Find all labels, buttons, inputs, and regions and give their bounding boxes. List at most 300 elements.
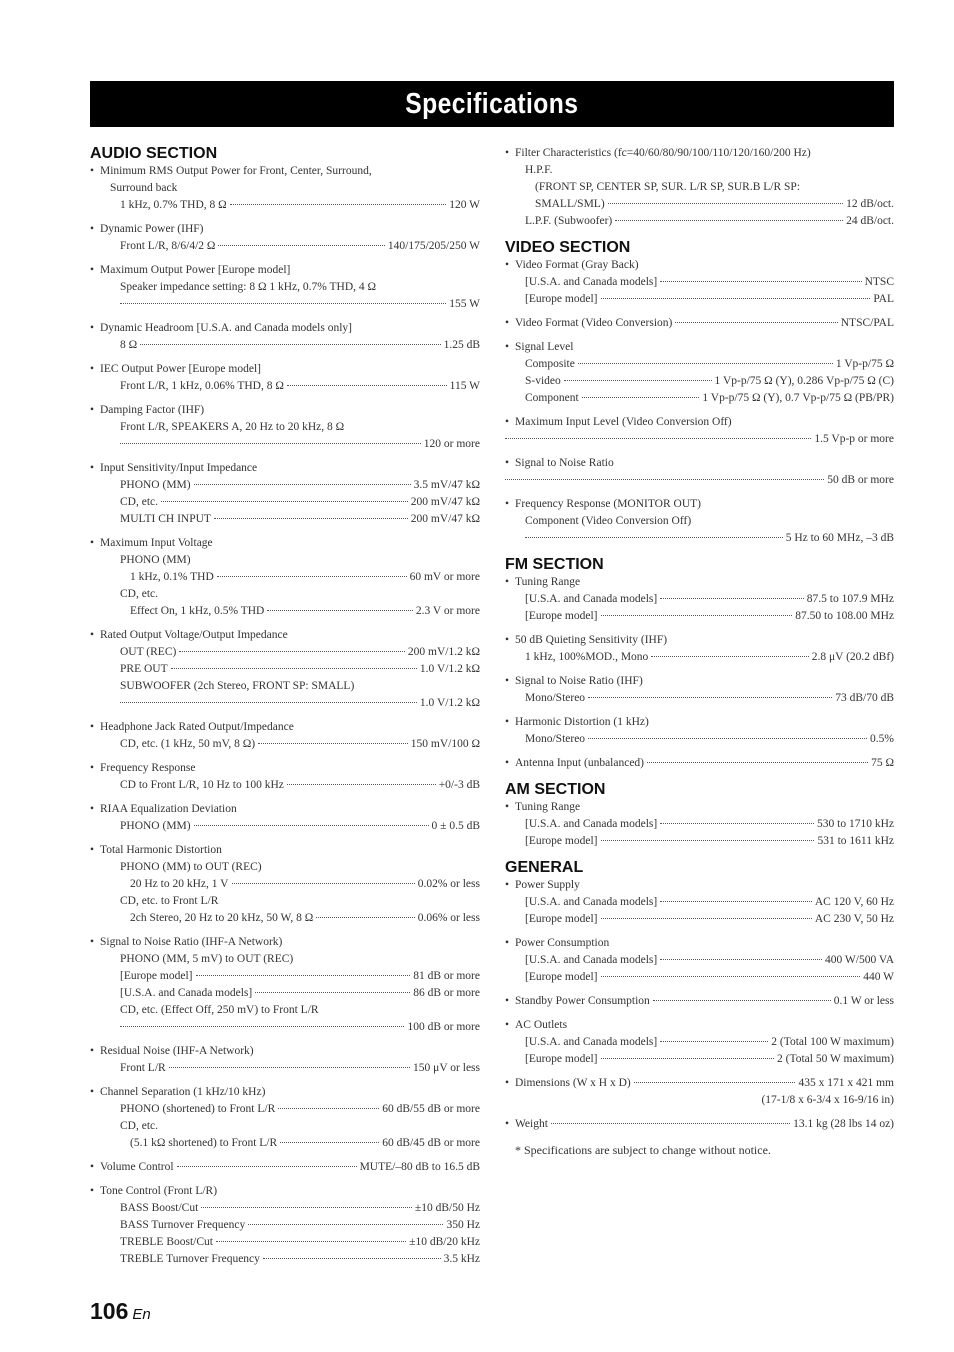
spec-value: 435 x 171 x 421 mm	[798, 1077, 894, 1089]
spec-row	[505, 1051, 894, 1068]
spec-item-line	[90, 1159, 480, 1176]
dot-leader	[169, 1067, 410, 1068]
spec-row-label: (FRONT SP, CENTER SP, SUR. L/R SP, SUR.B L/R SP:	[535, 181, 801, 193]
spec-item	[90, 842, 480, 927]
spec-row	[505, 196, 894, 213]
dot-leader	[601, 840, 815, 841]
spec-row	[505, 373, 894, 390]
spec-row-value: 530 to 1710 kHz	[817, 818, 894, 830]
dot-leader	[161, 501, 408, 502]
spec-item	[505, 574, 894, 625]
spec-item	[505, 935, 894, 986]
spec-item-line	[505, 1116, 894, 1133]
spec-row-label: Front L/R, 1 kHz, 0.06% THD, 8 Ω	[120, 380, 284, 392]
spec-row-label: SUBWOOFER (2ch Stereo, FRONT SP: SMALL)	[120, 680, 355, 692]
spec-item	[90, 320, 480, 354]
spec-row	[505, 591, 894, 608]
spec-item-title: • 50 dB Quieting Sensitivity (IHF)	[505, 632, 894, 649]
spec-row-label: CD, etc. (Effect Off, 250 mV) to Front L/R	[120, 1004, 319, 1016]
spec-row	[90, 910, 480, 927]
spec-item-title: • Minimum RMS Output Power for Front, Center, Surround,	[90, 163, 480, 180]
dot-leader	[601, 298, 871, 299]
spec-row	[90, 1019, 480, 1036]
spec-row-label: Component (Video Conversion Off)	[525, 515, 692, 527]
spec-item	[90, 361, 480, 395]
spec-item	[90, 535, 480, 620]
dot-leader	[287, 385, 447, 386]
footnote: * Specifications are subject to change without notice.	[515, 1143, 771, 1157]
spec-row-label: PHONO (MM)	[120, 554, 191, 566]
spec-row-label: 1 kHz, 100%MOD., Mono	[525, 651, 649, 663]
spec-row-label: Front L/R, SPEAKERS A, 20 Hz to 20 kHz, 8 Ω	[120, 421, 345, 433]
spec-row-label: [U.S.A. and Canada models]	[525, 818, 658, 830]
spec-row-label: Surround back	[110, 182, 178, 194]
dot-leader	[660, 281, 861, 282]
dot-leader	[647, 762, 868, 763]
spec-item-title: • Standby Power Consumption	[505, 993, 650, 1010]
spec-item-title: • Dynamic Power (IHF)	[90, 221, 480, 238]
dot-leader	[120, 702, 417, 703]
page-number: 106	[90, 1298, 129, 1324]
spec-item	[505, 257, 894, 308]
spec-item-title: • Antenna Input (unbalanced)	[505, 755, 644, 772]
spec-row-value: 155 W	[449, 298, 480, 310]
spec-row-value: 100 dB or more	[407, 1021, 480, 1033]
spec-row	[505, 894, 894, 911]
dot-leader	[248, 1224, 443, 1225]
spec-row-value: 86 dB or more	[413, 987, 480, 999]
spec-item	[505, 755, 894, 772]
spec-row	[90, 1251, 480, 1268]
spec-row-value: 1 Vp-p/75 Ω	[835, 358, 894, 370]
dot-leader	[615, 220, 843, 221]
spec-row	[90, 876, 480, 893]
page-number-footer	[90, 1298, 151, 1325]
spec-row	[90, 1200, 480, 1217]
spec-item	[505, 1075, 894, 1109]
dot-leader	[196, 975, 411, 976]
dot-leader	[660, 823, 814, 824]
spec-item-title: • Input Sensitivity/Input Impedance	[90, 460, 480, 477]
dot-leader	[120, 1026, 404, 1027]
spec-row-label: H.P.F.	[525, 164, 553, 176]
spec-row	[90, 337, 480, 354]
spec-row-label: 1 kHz, 0.7% THD, 8 Ω	[120, 199, 227, 211]
spec-row-label: [U.S.A. and Canada models]	[525, 1036, 658, 1048]
spec-row-label: CD, etc. (1 kHz, 50 mV, 8 Ω)	[120, 738, 256, 750]
spec-row-label: S-video	[525, 375, 561, 387]
spec-row-label: Mono/Stereo	[525, 733, 586, 745]
spec-item	[505, 799, 894, 850]
dot-leader	[171, 668, 417, 669]
spec-item-title: • Video Format (Gray Back)	[505, 257, 894, 274]
dot-leader	[280, 1142, 379, 1143]
spec-row	[90, 818, 480, 835]
dot-leader	[582, 397, 700, 398]
spec-row-label: Effect On, 1 kHz, 0.5% THD	[130, 605, 265, 617]
spec-row-value: NTSC	[864, 276, 894, 288]
spec-item	[90, 627, 480, 712]
spec-item-title: • Dimensions (W x H x D)	[505, 1075, 631, 1092]
spec-row-value: 350 Hz	[446, 1219, 480, 1231]
dot-leader	[601, 918, 812, 919]
spec-item-title: • RIAA Equalization Deviation	[90, 801, 480, 818]
section-heading: GENERAL	[505, 859, 584, 876]
spec-row	[90, 197, 480, 214]
page-title: Specifications	[405, 88, 579, 120]
dot-leader	[660, 901, 812, 902]
spec-item-title: • IEC Output Power [Europe model]	[90, 361, 480, 378]
spec-row	[505, 608, 894, 625]
spec-row	[90, 1234, 480, 1251]
spec-row-value: 1.5 Vp-p or more	[814, 433, 894, 445]
spec-row	[505, 431, 894, 448]
dot-leader	[120, 303, 446, 304]
spec-item	[90, 1183, 480, 1268]
spec-row	[90, 569, 480, 586]
spec-row	[90, 736, 480, 753]
spec-item-title: • Frequency Response (MONITOR OUT)	[505, 496, 894, 513]
dot-leader	[177, 1166, 357, 1167]
spec-row-label: 20 Hz to 20 kHz, 1 V	[130, 878, 229, 890]
spec-item-title: • Tuning Range	[505, 799, 894, 816]
spec-row-label: [U.S.A. and Canada models]	[120, 987, 253, 999]
dot-leader	[201, 1207, 412, 1208]
spec-section	[505, 145, 894, 230]
spec-row-label: Composite	[525, 358, 575, 370]
spec-row	[90, 1135, 480, 1152]
spec-item-title: • Filter Characteristics (fc=40/60/80/90/100/110/120/160/200 Hz)	[505, 145, 894, 162]
spec-value: 13.1 kg (28 lbs 14 oz)	[793, 1118, 894, 1130]
spec-row	[505, 274, 894, 291]
spec-row-value: 440 W	[863, 971, 894, 983]
spec-row-value: 5 Hz to 60 MHz, –3 dB	[785, 532, 894, 544]
dot-leader	[660, 598, 804, 599]
spec-row	[505, 213, 894, 230]
spec-row-value: 60 dB/45 dB or more	[382, 1137, 480, 1149]
dot-leader	[267, 610, 413, 611]
spec-row-value: 87.5 to 107.9 MHz	[806, 593, 894, 605]
spec-row-value: 150 μV or less	[413, 1062, 480, 1074]
spec-item-title: • Video Format (Video Conversion)	[505, 315, 672, 332]
spec-row-label: [U.S.A. and Canada models]	[525, 593, 658, 605]
spec-row	[90, 644, 480, 661]
dot-leader	[194, 484, 411, 485]
spec-row	[505, 1034, 894, 1051]
spec-row-value: 60 mV or more	[409, 571, 480, 583]
spec-row	[90, 477, 480, 494]
section-heading: FM SECTION	[505, 556, 604, 573]
spec-row	[90, 511, 480, 528]
spec-item	[505, 414, 894, 448]
spec-row	[90, 985, 480, 1002]
spec-row-value: 3.5 kHz	[443, 1253, 480, 1265]
spec-section	[505, 239, 894, 547]
spec-item-title: • Rated Output Voltage/Output Impedance	[90, 627, 480, 644]
spec-row-label: CD, etc.	[120, 588, 159, 600]
spec-row	[505, 390, 894, 407]
spec-item-title: • Maximum Input Voltage	[90, 535, 480, 552]
spec-row-value: AC 120 V, 60 Hz	[814, 896, 894, 908]
spec-item	[505, 673, 894, 707]
spec-row-value: 0.02% or less	[417, 878, 480, 890]
spec-item	[90, 402, 480, 453]
spec-item	[90, 801, 480, 835]
spec-item-title: • Maximum Output Power [Europe model]	[90, 262, 480, 279]
dot-leader	[120, 443, 421, 444]
spec-row-value: PAL	[873, 293, 894, 305]
spec-row-value: 531 to 1611 kHz	[817, 835, 894, 847]
spec-item-title: • Headphone Jack Rated Output/Impedance	[90, 719, 480, 736]
spec-item	[505, 339, 894, 407]
spec-row-value: 1.0 V/1.2 kΩ	[419, 663, 480, 675]
spec-row-value: 140/175/205/250 W	[387, 240, 480, 252]
spec-row	[90, 1060, 480, 1077]
spec-row	[505, 911, 894, 928]
dot-leader	[505, 479, 824, 480]
dot-leader	[525, 537, 783, 538]
spec-row-value: 2 (Total 50 W maximum)	[777, 1053, 894, 1065]
spec-row-label: BASS Boost/Cut	[120, 1202, 199, 1214]
spec-row	[505, 731, 894, 748]
spec-row-value: 1.0 V/1.2 kΩ	[419, 697, 480, 709]
spec-row-value: 200 mV/1.2 kΩ	[407, 646, 480, 658]
dot-leader	[564, 380, 712, 381]
spec-row-label: Mono/Stereo	[525, 692, 586, 704]
spec-item-title: • Channel Separation (1 kHz/10 kHz)	[90, 1084, 480, 1101]
spec-row-value: 24 dB/oct.	[846, 215, 894, 227]
dot-leader	[578, 363, 833, 364]
spec-item-title: • AC Outlets	[505, 1017, 894, 1034]
spec-item-title: • Signal Level	[505, 339, 894, 356]
spec-item-title: • Volume Control	[90, 1159, 174, 1176]
spec-row-value: 2 (Total 100 W maximum)	[771, 1036, 894, 1048]
spec-row-value: 150 mV/100 Ω	[410, 738, 480, 750]
spec-row-value: 200 mV/47 kΩ	[410, 513, 480, 525]
spec-row-label: [Europe model]	[525, 293, 598, 305]
spec-item-title: • Signal to Noise Ratio (IHF-A Network)	[90, 934, 480, 951]
spec-row	[90, 238, 480, 255]
spec-item	[90, 760, 480, 794]
spec-row-label: Speaker impedance setting: 8 Ω 1 kHz, 0.7% THD, 4 Ω	[120, 281, 377, 293]
spec-item-title: • Harmonic Distortion (1 kHz)	[505, 714, 894, 731]
spec-section	[505, 781, 894, 850]
spec-row-label: 1 kHz, 0.1% THD	[130, 571, 214, 583]
spec-row	[505, 952, 894, 969]
spec-row-label: CD to Front L/R, 10 Hz to 100 kHz	[120, 779, 284, 791]
spec-item-title: • Power Consumption	[505, 935, 894, 952]
spec-row	[90, 1217, 480, 1234]
spec-row-label: CD, etc.	[120, 1120, 159, 1132]
spec-row	[90, 695, 480, 712]
spec-row-label: [Europe model]	[120, 970, 193, 982]
dot-leader	[263, 1258, 441, 1259]
spec-item-title: • Damping Factor (IHF)	[90, 402, 480, 419]
dot-leader	[258, 743, 408, 744]
dot-leader	[551, 1123, 790, 1124]
dot-leader	[651, 656, 808, 657]
spec-row-value: 87.50 to 108.00 MHz	[795, 610, 894, 622]
spec-row	[90, 436, 480, 453]
spec-row-label: [U.S.A. and Canada models]	[525, 276, 658, 288]
spec-item-line	[505, 755, 894, 772]
spec-item-title: • Residual Noise (IHF-A Network)	[90, 1043, 480, 1060]
spec-item	[90, 460, 480, 528]
dot-leader	[601, 1058, 775, 1059]
spec-row-label: [Europe model]	[525, 913, 598, 925]
spec-row-label: PHONO (MM) to OUT (REC)	[120, 861, 262, 873]
dot-leader	[217, 576, 407, 577]
spec-row-value: 3.5 mV/47 kΩ	[413, 479, 480, 491]
spec-item	[505, 496, 894, 547]
spec-section	[505, 859, 894, 1133]
spec-row-value: 200 mV/47 kΩ	[410, 496, 480, 508]
spec-row-value: 120 or more	[423, 438, 480, 450]
spec-item	[505, 632, 894, 666]
spec-row	[90, 661, 480, 678]
dot-leader	[179, 651, 405, 652]
spec-row-label: 8 Ω	[120, 339, 138, 351]
spec-value: 75 Ω	[871, 757, 894, 769]
dot-leader	[588, 697, 832, 698]
spec-row-label: [U.S.A. and Canada models]	[525, 896, 658, 908]
spec-row	[90, 378, 480, 395]
dot-leader	[216, 1241, 406, 1242]
spec-row-label: [Europe model]	[525, 1053, 598, 1065]
spec-row-value: 0.06% or less	[417, 912, 480, 924]
spec-item	[505, 455, 894, 489]
dot-leader	[194, 825, 429, 826]
section-heading: AM SECTION	[505, 781, 606, 798]
spec-row-value: +0/-3 dB	[438, 779, 480, 791]
spec-value: 0.1 W or less	[833, 995, 894, 1007]
spec-row-value: 1 Vp-p/75 Ω (Y), 0.286 Vp-p/75 Ω (C)	[714, 375, 894, 387]
spec-row-label: SMALL/SML)	[535, 198, 605, 210]
spec-row-label: TREBLE Turnover Frequency	[120, 1253, 260, 1265]
spec-row	[505, 356, 894, 373]
spec-row	[90, 603, 480, 620]
spec-item-title: • Total Harmonic Distortion	[90, 842, 480, 859]
spec-item	[505, 1017, 894, 1068]
spec-item-line	[505, 1075, 894, 1092]
spec-item	[90, 1159, 480, 1176]
spec-item	[90, 1084, 480, 1152]
spec-row-value: 12 dB/oct.	[846, 198, 894, 210]
spec-item	[505, 1116, 894, 1133]
dot-leader	[588, 738, 867, 739]
spec-row-label: [Europe model]	[525, 610, 598, 622]
dot-leader	[608, 203, 843, 204]
spec-row	[505, 833, 894, 850]
spec-row-value: 73 dB/70 dB	[835, 692, 894, 704]
spec-row-label: PHONO (MM)	[120, 479, 191, 491]
spec-item-line	[505, 315, 894, 332]
spec-row-label: (5.1 kΩ shortened) to Front L/R	[130, 1137, 278, 1149]
spec-item	[505, 993, 894, 1010]
spec-item-title: • Maximum Input Level (Video Conversion Off)	[505, 414, 894, 431]
dot-leader	[287, 784, 436, 785]
dot-leader	[232, 883, 415, 884]
spec-item	[505, 145, 894, 230]
spec-row	[90, 1101, 480, 1118]
spec-item	[90, 163, 480, 214]
section-heading: VIDEO SECTION	[505, 239, 631, 256]
spec-row-label: [Europe model]	[525, 971, 598, 983]
spec-item	[90, 934, 480, 1036]
page-title-banner	[90, 81, 894, 127]
spec-item-line	[505, 993, 894, 1010]
spec-item	[90, 1043, 480, 1077]
dot-leader	[653, 1000, 831, 1001]
spec-row-label: CD, etc. to Front L/R	[120, 895, 219, 907]
spec-row-label: MULTI CH INPUT	[120, 513, 211, 525]
spec-item	[505, 315, 894, 332]
dot-leader	[505, 438, 811, 439]
spec-row-label: OUT (REC)	[120, 646, 177, 658]
dot-leader	[316, 917, 414, 918]
section-heading: AUDIO SECTION	[90, 145, 218, 162]
spec-row-label: TREBLE Boost/Cut	[120, 1236, 213, 1248]
spec-item-title: • Weight	[505, 1116, 548, 1133]
spec-item-title: • Tone Control (Front L/R)	[90, 1183, 480, 1200]
dot-leader	[230, 204, 447, 205]
spec-row-label: PHONO (MM)	[120, 820, 191, 832]
spec-section	[90, 145, 480, 1268]
spec-row	[505, 291, 894, 308]
spec-row	[505, 649, 894, 666]
left-column	[90, 145, 480, 1277]
spec-row-label: CD, etc.	[120, 496, 159, 508]
dot-leader	[601, 976, 861, 977]
spec-row-value: 1.25 dB	[443, 339, 480, 351]
spec-row	[505, 530, 894, 547]
spec-row-label: Front L/R, 8/6/4/2 Ω	[120, 240, 216, 252]
spec-row	[505, 472, 894, 489]
dot-leader	[601, 615, 793, 616]
spec-row-label: BASS Turnover Frequency	[120, 1219, 246, 1231]
spec-item	[505, 877, 894, 928]
dot-leader	[675, 322, 837, 323]
spec-row-value: 50 dB or more	[827, 474, 894, 486]
spec-value-extra: (17-1/8 x 6-3/4 x 16-9/16 in)	[761, 1094, 894, 1106]
spec-row	[90, 494, 480, 511]
spec-row	[505, 690, 894, 707]
right-column	[505, 145, 894, 1159]
spec-row	[90, 777, 480, 794]
spec-row	[90, 968, 480, 985]
spec-item-title: • Power Supply	[505, 877, 894, 894]
spec-item	[90, 719, 480, 753]
spec-row-value: 2.8 μV (20.2 dBf)	[811, 651, 894, 663]
spec-row-label: PRE OUT	[120, 663, 168, 675]
spec-row-value: ±10 dB/20 kHz	[409, 1236, 480, 1248]
spec-row-label: [Europe model]	[525, 835, 598, 847]
spec-item-title: • Tuning Range	[505, 574, 894, 591]
spec-item	[505, 714, 894, 748]
spec-row-value: 2.3 V or more	[415, 605, 480, 617]
spec-value: MUTE/–80 dB to 16.5 dB	[359, 1161, 480, 1173]
spec-row-label: PHONO (shortened) to Front L/R	[120, 1103, 276, 1115]
spec-item	[90, 221, 480, 255]
spec-row-value: AC 230 V, 50 Hz	[814, 913, 894, 925]
spec-row-label: [U.S.A. and Canada models]	[525, 954, 658, 966]
dot-leader	[214, 518, 408, 519]
spec-row-label: L.P.F. (Subwoofer)	[525, 215, 613, 227]
spec-row-label: Component	[525, 392, 579, 404]
spec-row-value: 0 ± 0.5 dB	[431, 820, 480, 832]
spec-item-title: • Frequency Response	[90, 760, 480, 777]
spec-row-value: 120 W	[449, 199, 480, 211]
